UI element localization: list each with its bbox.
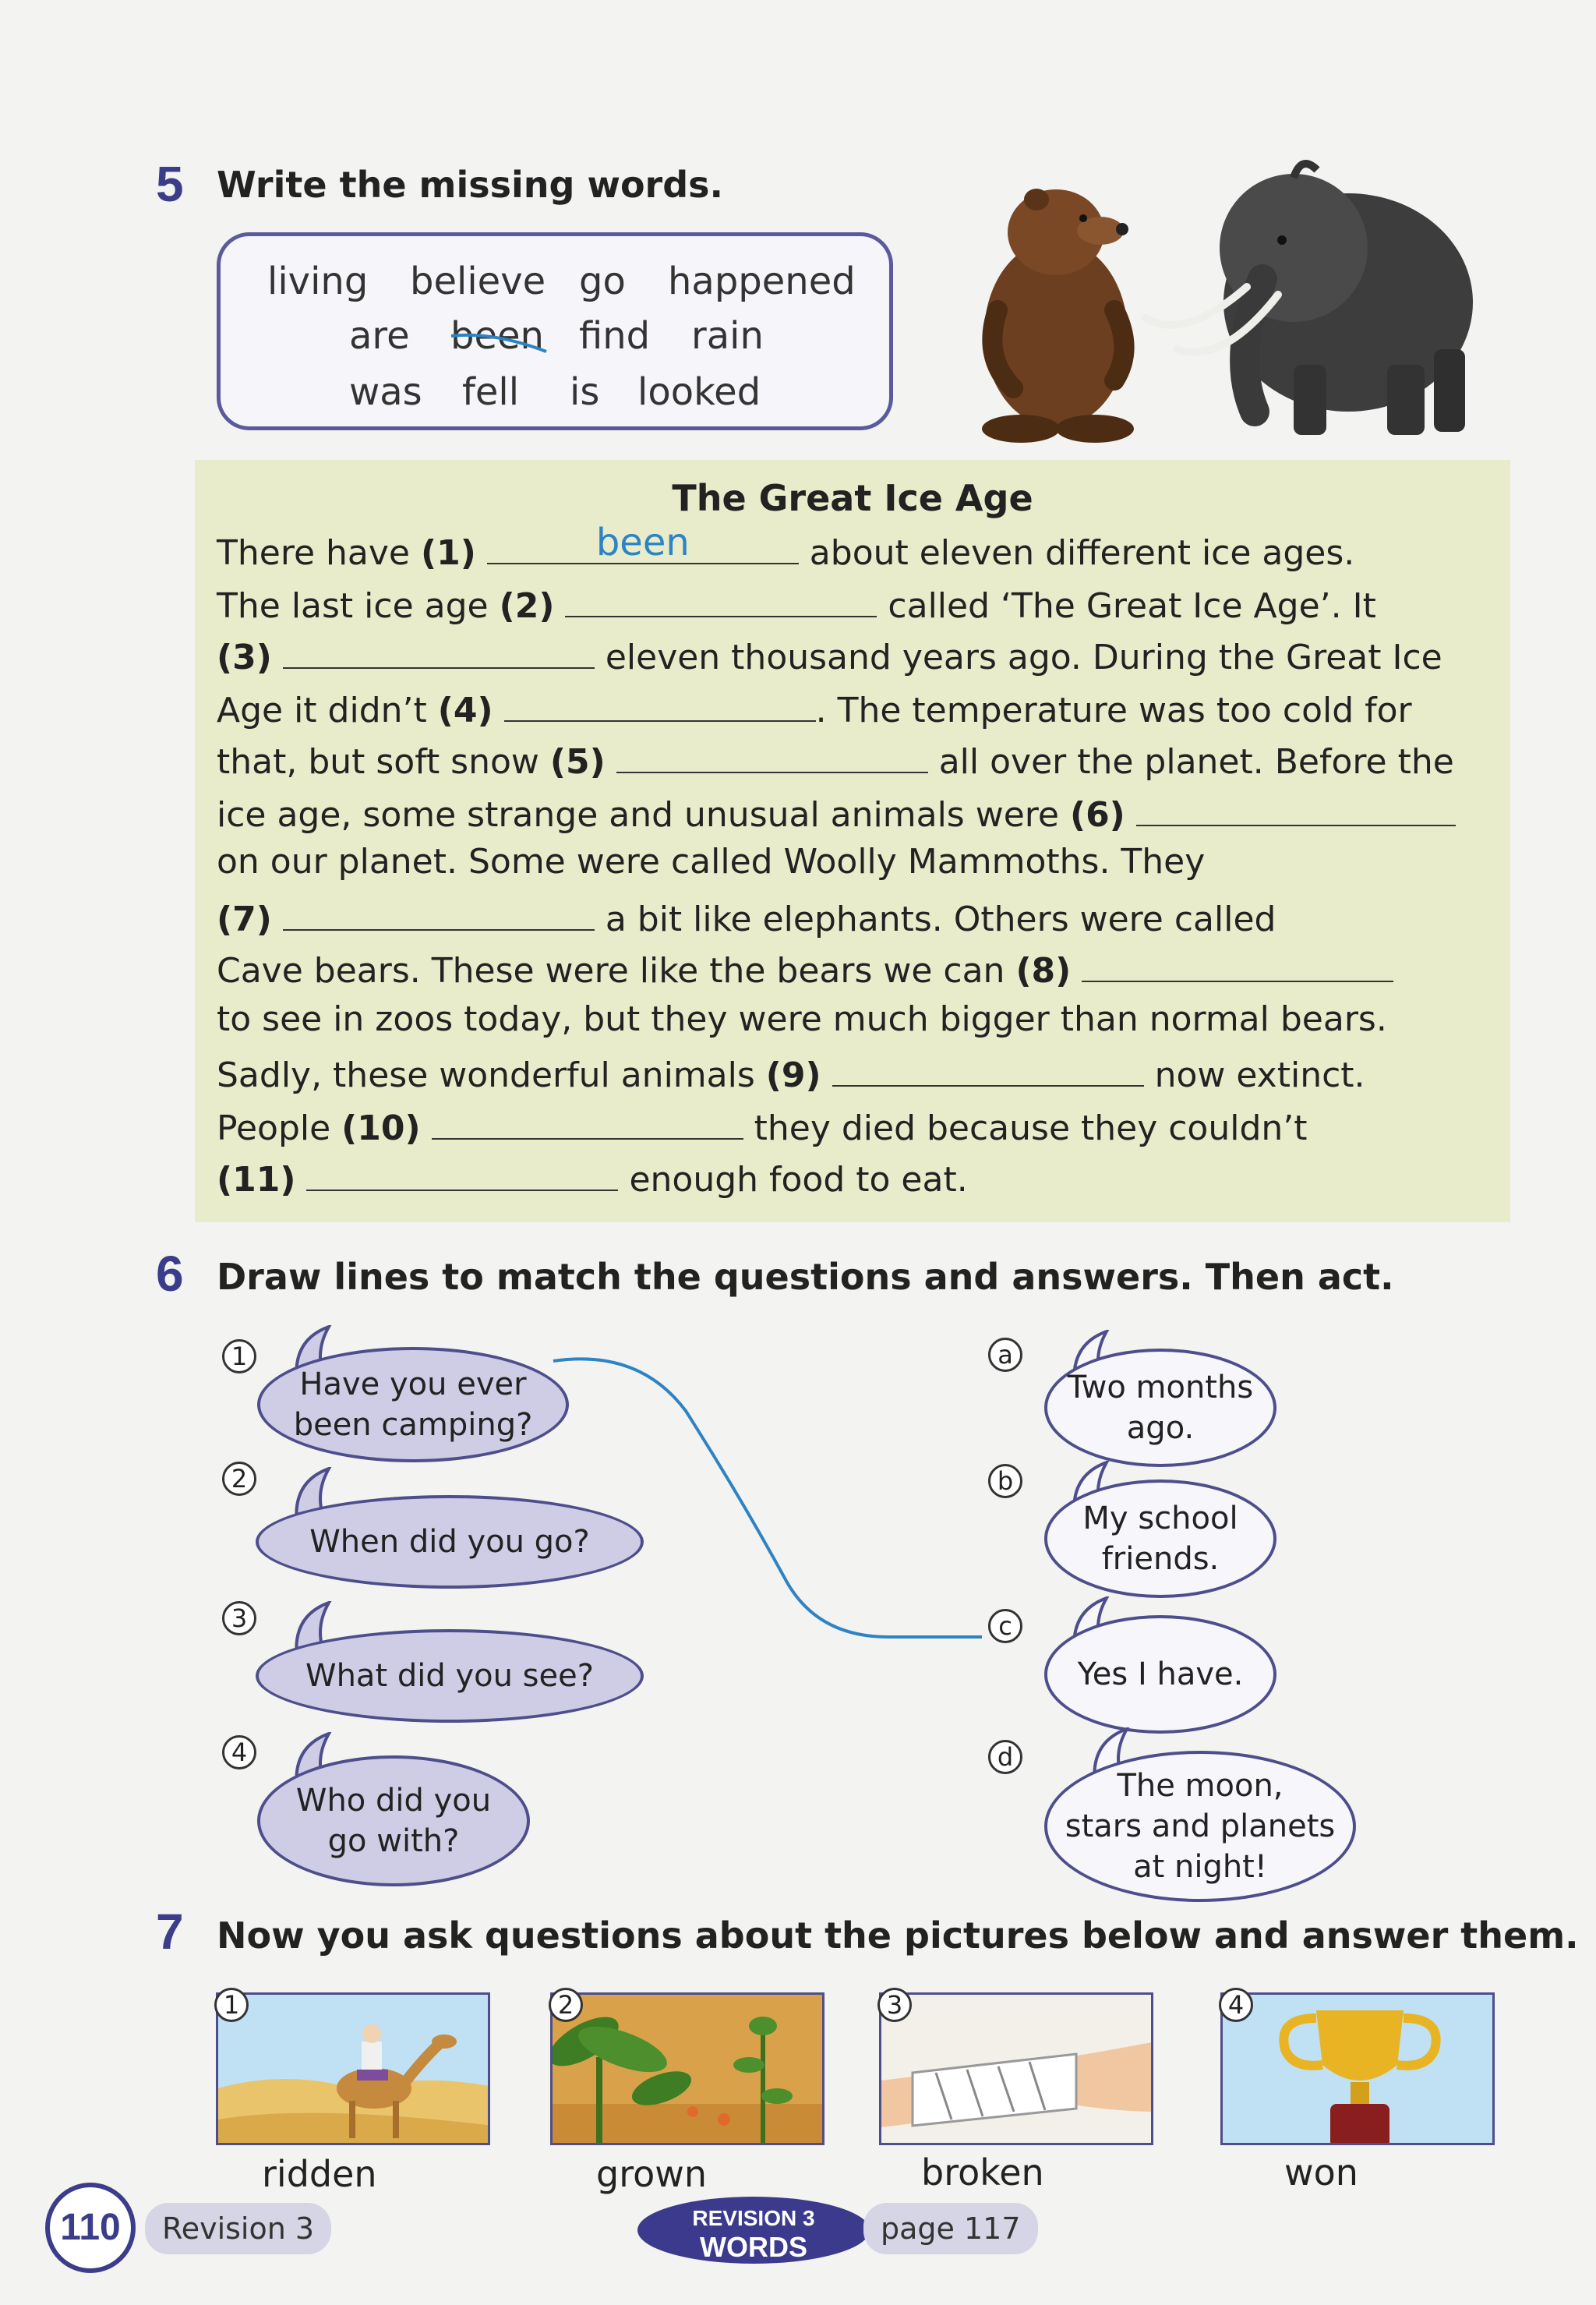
word-find: find [579,314,651,358]
section-7-title: Now you ask questions about the pictures below and answer them. [217,1914,1579,1957]
answer-bubble-c: Yes I have. [1044,1615,1276,1734]
picture-4-number: 4 [1219,1988,1253,2022]
story-text: eleven thousand years ago. During the Great Ice [594,638,1442,677]
story-line [217,949,1393,991]
story-line [217,842,1206,882]
answer-blank[interactable] [1136,794,1456,826]
story-line [217,689,1412,728]
story-text: People [217,1108,342,1148]
blank-number: (9) [765,1055,821,1095]
story-text: about eleven different ice ages. [798,533,1355,573]
answer-blank[interactable] [1082,949,1393,982]
section-6-title: Draw lines to match the questions and answers. Then act. [217,1256,1394,1298]
cross-out-mark [447,323,556,355]
story-line [217,1054,1365,1093]
answer-blank[interactable] [616,741,928,773]
blank-number: (4) [437,691,493,730]
story-line [217,741,1454,780]
answer-d-letter: d [988,1740,1022,1774]
word-believe: believe [410,260,546,303]
question-bubble-1: Have you ever been camping? [257,1347,569,1462]
story-line [217,1107,1308,1146]
match-line[interactable] [546,1341,1013,1653]
answer-blank[interactable] [487,521,799,564]
story-text: . The temperature was too cold for [815,691,1412,730]
answer-b-letter: b [988,1464,1022,1498]
story-line [217,636,1442,675]
story-line [217,585,1376,624]
badge-line-1: REVISION 3 [692,2206,815,2230]
blank-number: (6) [1069,795,1125,835]
word-are: are [349,314,410,358]
question-bubble-3: What did you see? [256,1629,644,1723]
story-line [217,1158,968,1200]
story-line [217,794,1456,833]
answer-a-letter: a [988,1338,1022,1372]
answer-blank[interactable] [432,1107,743,1140]
picture-4-trophy [1220,1992,1495,2145]
story-text: The last ice age [217,586,500,626]
story-title: The Great Ice Age [672,477,1033,519]
word-go: go [579,260,626,303]
answer-blank[interactable] [283,898,595,931]
question-bubble-2: When did you go? [256,1495,644,1589]
story-text: enough food to eat. [618,1160,968,1200]
word-happened: happened [668,260,856,303]
word-fell: fell [462,370,520,414]
story-text: Age it didn’t [217,691,438,730]
section-5-title: Write the missing words. [217,164,724,206]
cave-bear-image [982,189,1134,443]
answer-bubble-d: The moon, stars and planets at night! [1044,1751,1356,1902]
page-reference: page 117 [863,2203,1038,2254]
answer-blank[interactable] [306,1158,618,1191]
blank-number: (2) [499,586,555,626]
question-2-number: 2 [222,1462,256,1496]
blank-number: (5) [549,742,606,782]
story-text: that, but soft snow [217,742,550,782]
story-text: a bit like elephants. Others were called [594,900,1276,939]
question-3-number: 3 [222,1601,256,1635]
answer-blank[interactable] [283,636,595,669]
revision-words-badge [637,2197,870,2264]
answer-bubble-b: My school friends. [1044,1480,1276,1598]
word-been-crossed: been [450,314,544,358]
blank-number: (3) [217,638,272,677]
picture-4-label: won [1284,2151,1358,2194]
story-line [217,999,1387,1039]
story-text: now extinct. [1143,1055,1365,1095]
badge-line-2: WORDS [700,2231,807,2263]
picture-3-number: 3 [877,1988,912,2022]
section-5-number: 5 [156,156,184,212]
story-line [217,898,1276,937]
blank-number: (1) [420,533,476,573]
picture-1-camel-rider [216,1992,490,2145]
word-living: living [267,260,369,303]
picture-2-plants [550,1992,824,2145]
word-is: is [570,370,600,414]
answer-blank[interactable] [565,585,877,617]
story-text: on our planet. Some were called Woolly Mammoths. They [217,842,1206,882]
picture-1-label: ridden [262,2153,377,2195]
picture-3-label: broken [921,2151,1044,2194]
handwritten-answer: been [595,521,690,564]
section-7-number: 7 [156,1904,184,1960]
story-panel [195,460,1510,1222]
answer-blank[interactable] [504,689,816,722]
story-text: Cave bears. These were like the bears we can [217,951,1016,991]
blank-number: (7) [217,900,272,939]
story-text: all over the planet. Before the [927,742,1454,782]
story-line [217,521,1355,573]
section-label: Revision 3 [145,2203,331,2254]
picture-1-number: 1 [214,1988,249,2022]
picture-2-number: 2 [549,1988,583,2022]
question-1-number: 1 [222,1339,256,1373]
answer-blank[interactable] [832,1054,1144,1087]
word-looked: looked [637,370,761,414]
story-text: to see in zoos today, but they were much bigger than normal bears. [217,999,1387,1039]
picture-2-label: grown [596,2153,708,2195]
word-box [217,232,893,430]
story-text: they died because they couldn’t [743,1108,1308,1148]
blank-number: (8) [1015,951,1072,991]
section-6-number: 6 [156,1246,184,1302]
page-number: 110 [45,2183,136,2273]
story-text: called ‘The Great Ice Age’. It [877,586,1376,626]
answer-bubble-a: Two months ago. [1044,1349,1276,1467]
word-was: was [349,370,422,414]
blank-number: (10) [341,1108,421,1148]
picture-3-bandaged-arm [879,1992,1153,2145]
word-rain: rain [691,314,764,358]
question-4-number: 4 [222,1735,256,1769]
question-bubble-4: Who did you go with? [257,1755,530,1886]
woolly-mammoth-image [1146,164,1473,435]
answer-c-letter: c [988,1609,1022,1643]
story-text: ice age, some strange and unusual animals were [217,795,1070,835]
story-text: There have [217,533,421,573]
blank-number: (11) [217,1160,296,1200]
bear-and-mammoth-illustration [927,154,1488,451]
story-text: Sadly, these wonderful animals [217,1055,766,1095]
